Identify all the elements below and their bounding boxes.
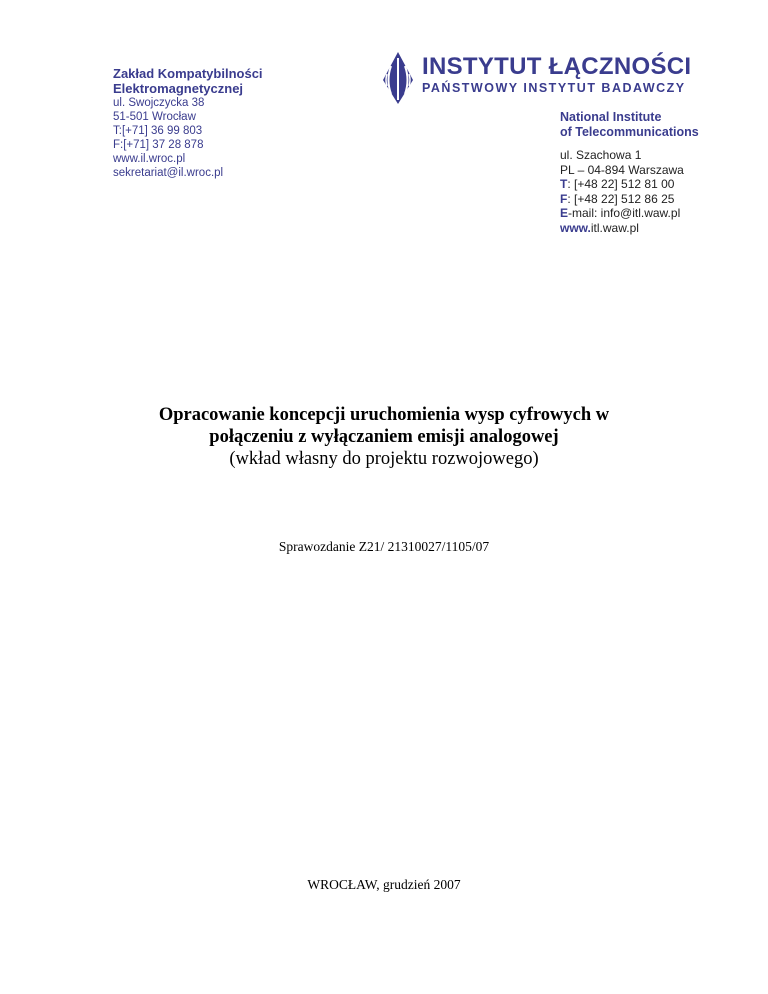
department-phone: T:[+71] 36 99 803: [113, 125, 203, 137]
department-postal: 51-501 Wrocław: [113, 111, 196, 123]
institute-phone-line: [560, 177, 760, 192]
web-key: www.: [560, 220, 591, 235]
institute-contact: [560, 148, 760, 235]
phone-key: T: [560, 177, 568, 191]
institute-fax: : [+48 22] 512 86 25: [567, 191, 675, 206]
institute-web-line: [560, 221, 760, 236]
document-subtitle: (wkład własny do projektu rozwojowego): [229, 449, 539, 469]
department-name-line1: Zakład Kompatybilności: [113, 66, 263, 81]
logo-subtitle: PAŃSTWOWY INSTYTUT BADAWCZY: [422, 81, 686, 95]
institute-emblem-icon: [378, 50, 418, 106]
document-title-line2: połączeniu z wyłączaniem emisji analogowej: [209, 427, 559, 447]
department-website: www.il.wroc.pl: [113, 153, 186, 165]
document-title-block: [0, 404, 768, 470]
document-title-line1: Opracowanie koncepcji uruchomienia wysp cyfrowych w: [158, 405, 610, 425]
department-fax: F:[+71] 37 28 878: [113, 139, 204, 151]
institute-address-block: [560, 110, 760, 235]
institute-logo: [378, 50, 728, 106]
institute-postal: PL – 04-894 Warszawa: [560, 162, 684, 177]
email-key: E: [560, 206, 569, 220]
institute-email: -mail: info@itl.waw.pl: [568, 206, 681, 220]
logo-title: INSTYTUT ŁĄCZNOŚCI: [422, 53, 692, 80]
institute-en-name-line1: National Institute: [560, 110, 662, 124]
institute-street: ul. Szachowa 1: [560, 148, 642, 162]
department-email: sekretariat@il.wroc.pl: [113, 167, 224, 179]
place-date: WROCŁAW, grudzień 2007: [307, 877, 461, 892]
department-address-block: [113, 66, 343, 180]
department-name-line2: Elektromagnetycznej: [113, 81, 244, 96]
institute-web: itl.waw.pl: [590, 220, 639, 235]
fax-key: F: [560, 191, 568, 206]
institute-phone: : [+48 22] 512 81 00: [567, 177, 675, 191]
institute-fax-line: [560, 192, 760, 207]
report-number: Sprawozdanie Z21/ 21310027/1105/07: [278, 539, 490, 554]
department-street: ul. Swojczycka 38: [113, 97, 205, 109]
institute-en-name-line2: of Telecommunications: [560, 125, 699, 139]
institute-email-line: [560, 206, 760, 221]
